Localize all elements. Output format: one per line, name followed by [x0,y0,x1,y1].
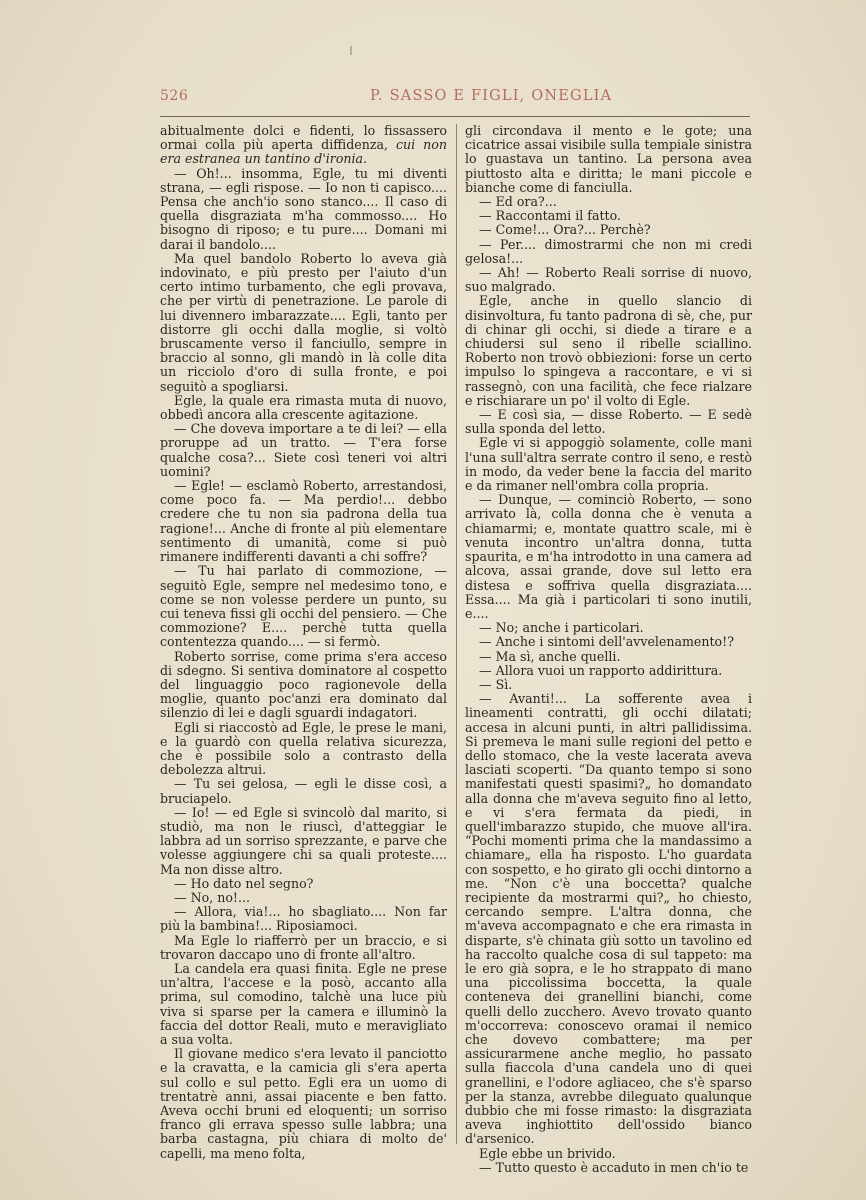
paragraph: — Ed ora?... [479,194,557,210]
paragraph: gli circondava il mento e le gote; una cicatrice assai visibile sulla tempiale sinistra lo guastava un tantino. La persona avea piuttosto alta e diritta; le mani piccole e bianche come di fanciulla. [465,124,752,195]
paragraph: Egle, la quale era rimasta muta di nuovo, obbedì ancora alla crescente agitazione. [160,392,447,423]
header-rule [160,116,750,117]
paragraph: — Dunque, — cominciò Roberto, — sono arrivato là, colla donna che è venuta a chiamarmi; e, montate quattro scale, mi è venuta incontro un'altra donna, tutta spaurita, e m'ha introdotto in una camera ad alcova, assai grande, dove sul letto era distesa e soffriva quella disgraziata.... Essa.... Ma già i particolari ti sono inutili, e.... [465,492,752,621]
paragraph: — Avanti!... La sofferente avea i lineamenti contratti, gli occhi dilatati; accesa in alcuni punti, in altri pallidissima. Si premeva le mani sulle regioni del petto e dello stomaco, che la veste lacerata aveva lasciati scoperti. “Da quanto tempo si sono manifestati questi spasimi?„ ho domandato alla donna che m'aveva seguito fino al letto, e vi s'era fermata da piedi, in quell'imbarazzo stupido, che muove all'ira. “Pochi momenti prima che la mandassimo a chiamare„ ella ha risposto. L'ho guardata con sospetto, e ho girato gli occhi dintorno a me. “Non c'è una boccetta? qualche recipiente da mostrarmi qui?„ ho chiesto, cercando sempre. L'altra donna, che m'aveva accompagnato e che era rimasta in disparte, s'è chinata giù sotto un tavolino ed ha raccolto qualche cosa di sul tappeto: ma le ero già sopra, e le ho strappato di mano una piccolissima boccetta, la quale conteneva dei granellini bianchi, come quelli dello zucchero. Avevo trovato quanto m'occorreva: conoscevo oramai il nemico che dovevo combattere; ma per assicurarmene anche meglio, ho passato sulla fiaccola d'una candela uno di quei granellini, e l'odore agliaceo, che s'è sparso per la stanza, avrebbe dileguato qualunque dubbio che mi fosse rimasto: la disgraziata aveva inghiottito dell'ossido bianco d'arsenico. [465,691,752,1147]
paragraph: — Allora vuoi un rapporto addirittura. [479,662,723,678]
paragraph: — Che doveva importare a te di lei? — ella proruppe ad un tratto. — T'era forse qualche cosa?... Siete così teneri voi altri uomini? [160,421,447,479]
left-column [160,124,447,1174]
paragraph: — Io! — ed Egle si svincolò dal marito, si studiò, ma non le riuscì, d'atteggiar le labbra ad un sorriso sprezzante, e parve che volesse aggiungere chi sa quali proteste.... Ma non disse altro. [160,804,447,877]
paragraph: — Oh!... insomma, Egle, tu mi diventi strana, — egli rispose. — Io non ti capisco.... Pensa che anch'io sono stanco.... Il caso di quella disgraziata m'ha commosso.... Ho bisogno di riposo; e tu pure.... Domani mi darai il bandolo.... [160,165,447,252]
paragraph: Egle ebbe un brivido. [479,1145,616,1161]
paragraph: Egli si riaccostò ad Egle, le prese le mani, e la guardò con quella relativa sicurezza, che è possibile solo a contrasto della debolezza altrui. [160,719,447,778]
paragraph [160,124,447,167]
paragraph: — Egle! — esclamò Roberto, arrestandosi, come poco fa. — Ma perdio!... debbo credere che tu non sia padrona della tua ragione!... Anche di fronte al più elementare sentimento di umanità, come si può rimanere indifferenti davanti a chi soffre? [160,478,447,565]
paragraph: — Per.... dimostrarmi che non mi credi gelosa!... [465,236,752,266]
paragraph: — Ma sì, anche quelli. [479,648,621,664]
paragraph: — Allora, via!... ho sbagliato.... Non far più la bambina!... Riposiamoci. [160,904,447,934]
paragraph: — Sì. [479,676,513,692]
paragraph-text: abitualmente dolci e fidenti, lo fissassero ormai colla più aperta diffidenza, [160,124,447,153]
paragraph: — Ho dato nel segno? [174,875,314,891]
paragraph: Egle vi si appoggiò solamente, colle mani l'una sull'altra serrate contro il seno, e restò in modo, da veder bene la faccia del marito e da rimaner nell'ombra colla propria. [465,435,752,494]
right-column [465,124,752,1174]
paragraph: — Ah! — Roberto Reali sorrise di nuovo, suo malgrado. [465,265,752,295]
paragraph: Ma Egle lo riafferrò per un braccio, e si trovaron daccapo uno di fronte all'altro. [160,932,447,962]
paragraph: — Come!... Ora?... Perchè? [479,222,651,238]
paragraph: Egle, anche in quello slancio di disinvoltura, fu tanto padrona di sè, che, pur di chinar gli occhi, si diede a tirare e a chiudersi sul seno il ribelle sciallino. Roberto non trovò obbiezioni: forse un certo impulso lo spingeva a raccontare, e vi si rassegnò, con una facilità, che fece rialzare e rischiarare un po' il volto di Egle. [465,293,752,408]
running-head: P. SASSO E FIGLI, ONEGLIA [370,88,613,104]
column-divider [456,124,457,1144]
paragraph: — No, no!... [174,889,250,905]
italic-text: cui non era estranea un tantino d'ironia. [160,137,447,167]
paragraph: Ma quel bandolo Roberto lo aveva già indovinato, e più presto per l'aiuto d'un certo intimo turbamento, che egli provava, che per virtù di penetrazione. Le parole di lui divennero imbarazzate.... Egli, tanto per distorre gli occhi dalla moglie, si voltò bruscamente verso il fanciullo, sempre in braccio al sonno, gli mandò in là colle dita un ricciolo d'oro di sulla fronte, e poi seguitò a spogliarsi. [160,250,447,394]
paragraph: — Anche i sintomi dell'avvelenamento!? [479,634,734,650]
page-number: 526 [160,88,189,104]
paragraph: Il giovane medico s'era levato il panciotto e la cravatta, e la camicia gli s'era aperta sul collo e sul petto. Egli era un uomo di trentatrè anni, assai piacente e ben fatto. Aveva occhi bruni ed eloquenti; un sorriso franco gli errava spesso sulle labbra; una barba castagna, più chiara di molto de' capelli, ma meno folta, [160,1046,447,1161]
paragraph: — Tu hai parlato di commozione, — seguitò Egle, sempre nel medesimo tono, e come se non volesse perdere un punto, su cui teneva fissi gli occhi del pensiero. — Che commozione? E.... perchè tutta quella contentezza quando.... — si fermò. [160,563,447,650]
paragraph: — Tu sei gelosa, — egli le disse così, a bruciapelo. [160,776,447,806]
paragraph: — E così sia, — disse Roberto. — E sedè sulla sponda del letto. [465,407,752,437]
paragraph: Roberto sorrise, come prima s'era acceso di sdegno. Si sentiva dominatore al cospetto del linguaggio poco ragionevole della moglie, quanto poc'anzi era dominato dal silenzio di lei e dagli sguardi indagatori. [160,648,447,721]
print-speck [350,46,352,55]
paragraph: La candela era quasi finita. Egle ne prese un'altra, l'accese e la posò, accanto alla prima, sul comodino, talchè una luce più viva si sparse per la camera e illuminò la faccia del dottor Reali, muto e meravigliato a sua volta. [160,960,447,1047]
paragraph: — No; anche i particolari. [479,620,644,636]
paragraph: — Tutto questo è accaduto in men ch'io te [479,1159,749,1174]
page-header [160,88,750,114]
paragraph: — Raccontami il fatto. [479,208,621,224]
